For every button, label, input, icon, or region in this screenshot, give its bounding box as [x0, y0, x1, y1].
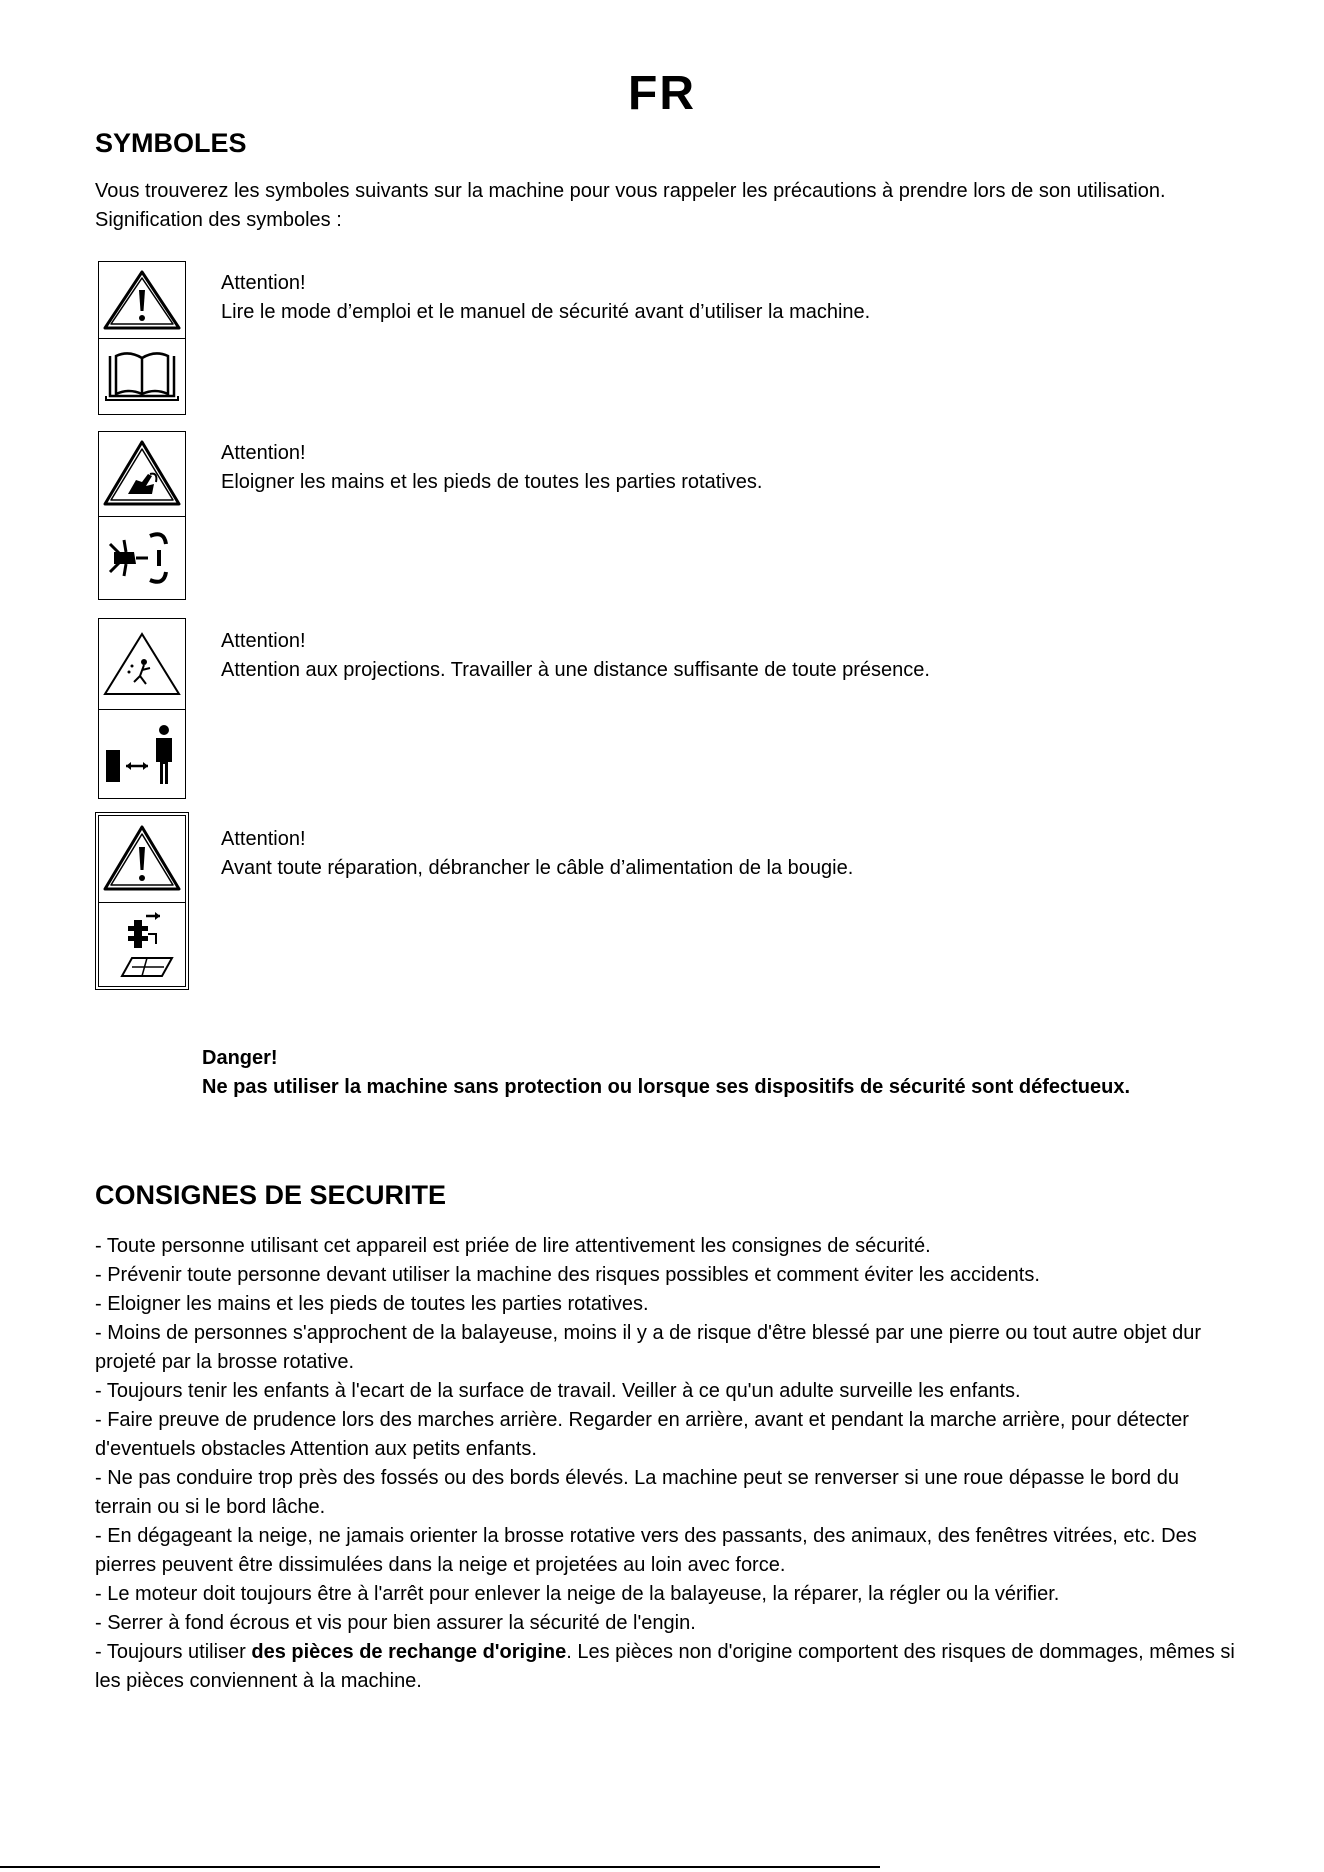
safety-rule: - Prévenir toute personne devant utiliser la machine des risques possibles et comment éviter les accidents. — [95, 1264, 1040, 1286]
safety-rule: - Eloigner les mains et les pieds de toutes les parties rotatives. — [95, 1293, 649, 1315]
symbol-box-rotating-parts — [98, 431, 186, 600]
rule-bold-emphasis: des pièces de rechange d'origine — [251, 1641, 567, 1663]
safety-rule: - Ne pas conduire trop près des fossés ou des bords élevés. La machine peut se renverser si une roue dépasse le bord du terrain ou si le bord lâche. — [95, 1467, 1179, 1518]
rule-suffix: . Les pièces non d'origine comportent des risques de dommages, mêmes si les pièces conviennent à la machine. — [95, 1641, 1235, 1692]
danger-notice — [202, 1044, 1142, 1102]
symbol-box-read-manual — [98, 261, 186, 415]
open-book-icon — [99, 338, 185, 413]
warning-triangle-icon — [99, 816, 185, 902]
safety-rules-list — [95, 1232, 1235, 1696]
symbol-box-spark-plug — [98, 815, 186, 987]
disconnect-spark-plug-icon — [99, 902, 185, 985]
safety-rule: - Toute personne utilisant cet appareil est priée de lire attentivement les consignes de sécurité. — [95, 1235, 931, 1257]
symbols-section-title: SYMBOLES — [95, 128, 247, 158]
language-code: FR — [628, 67, 696, 120]
warning-triangle-icon — [99, 262, 185, 338]
rule-prefix: - Toujours utiliser — [95, 1641, 252, 1663]
symbol-3-text: Attention aux projections. Travailler à une distance suffisante de toute présence. — [221, 659, 930, 681]
safety-rule: - Serrer à fond écrous et vis pour bien assurer la sécurité de l'engin. — [95, 1612, 696, 1634]
symbol-4-heading: Attention! — [221, 828, 306, 850]
rotating-parts-hazard-icon — [99, 516, 185, 598]
symbol-box-projections — [98, 618, 186, 799]
safety-rule: - Faire preuve de prudence lors des marches arrière. Regarder en arrière, avant et pendant la marche arrière, pour détecter d'eventuels obstacles Attention aux petits enfants. — [95, 1409, 1189, 1460]
safety-rule: - Toujours tenir les enfants à l'ecart de la surface de travail. Veiller à ce qu'un adulte surveille les enfants. — [95, 1380, 1021, 1402]
safety-rule: - En dégageant la neige, ne jamais orienter la brosse rotative vers des passants, des animaux, des fenêtres vitrées, etc. Des pierres peuvent être dissimulées dans la neige et projetées au loin avec force. — [95, 1525, 1197, 1576]
symbol-1-heading: Attention! — [221, 272, 306, 294]
symbol-2-heading: Attention! — [221, 442, 306, 464]
safety-rule: - Moins de personnes s'approchent de la balayeuse, moins il y a de risque d'être blessé par une pierre ou tout autre objet dur projeté par la brosse rotative. — [95, 1322, 1202, 1373]
danger-text: Ne pas utiliser la machine sans protection ou lorsque ses dispositifs de sécurité sont défectueux. — [202, 1076, 1131, 1098]
keep-distance-icon — [99, 709, 185, 798]
safety-rule-original-parts — [95, 1638, 1235, 1696]
symbol-1-text: Lire le mode d’emploi et le manuel de sécurité avant d’utiliser la machine. — [221, 301, 871, 323]
symbol-2-text: Eloigner les mains et les pieds de toutes les parties rotatives. — [221, 471, 763, 493]
symbols-intro: Vous trouverez les symboles suivants sur la machine pour vous rappeler les précautions à prendre lors de son utilisation. Signification des symboles : — [95, 180, 1166, 231]
danger-heading: Danger! — [202, 1047, 278, 1069]
hand-rotating-parts-warning-icon — [99, 432, 185, 516]
symbol-4-text: Avant toute réparation, débrancher le câble d’alimentation de la bougie. — [221, 857, 854, 879]
safety-rule: - Le moteur doit toujours être à l'arrêt pour enlever la neige de la balayeuse, la réparer, la régler ou la vérifier. — [95, 1583, 1060, 1605]
symbol-3-heading: Attention! — [221, 630, 306, 652]
footer-divider — [0, 1866, 880, 1868]
flying-objects-warning-icon — [99, 619, 185, 709]
safety-section-title: CONSIGNES DE SECURITE — [95, 1180, 447, 1210]
